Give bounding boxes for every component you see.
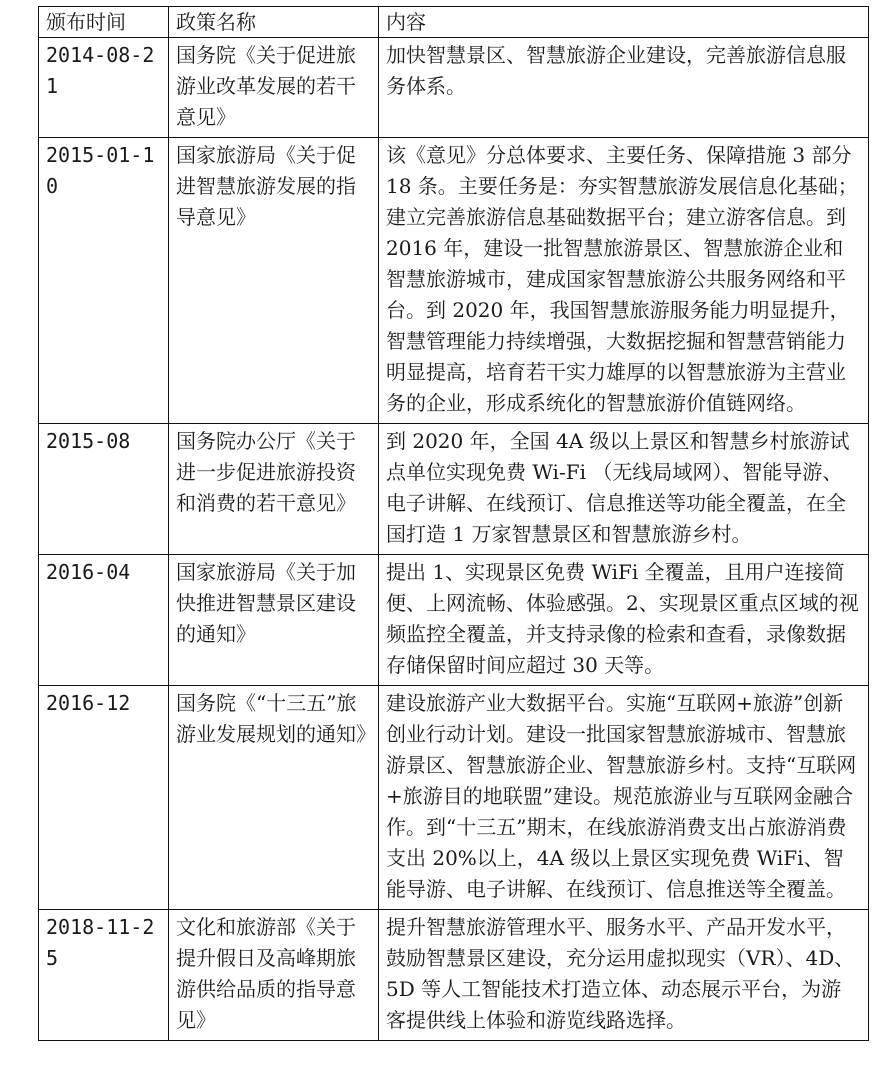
row-policy-name: 文化和旅游部《关于提升假日及高峰期旅游供给品质的指导意见》 xyxy=(169,910,379,1041)
table-header xyxy=(39,7,869,38)
table-row xyxy=(39,910,869,1041)
row-content: 提升智慧旅游管理水平、服务水平、产品开发水平，鼓励智慧景区建设，充分运用虚拟现实（VR）、4D、5D 等人工智能技术打造立体、动态展示平台，为游客提供线上体验和游览线路选择。 xyxy=(379,910,869,1041)
table-row xyxy=(39,138,869,424)
row-content: 提出 1、实现景区免费 WiFi 全覆盖，且用户连接简便、上网流畅、体验感强。2、实现景区重点区域的视频监控全覆盖，并支持录像的检索和查看，录像数据存储保留时间应超过 30 天等。 xyxy=(379,555,869,686)
table-body xyxy=(39,38,869,1041)
row-policy-name: 国家旅游局《关于加快推进智慧景区建设的通知》 xyxy=(169,555,379,686)
row-date: 2015-08 xyxy=(39,424,169,555)
header-issue-date: 颁布时间 xyxy=(39,7,169,38)
row-date: 2018-11-25 xyxy=(39,910,169,1041)
table-row xyxy=(39,38,869,138)
table-row xyxy=(39,555,869,686)
row-policy-name: 国务院《关于促进旅游业改革发展的若干意见》 xyxy=(169,38,379,138)
header-policy-name: 政策名称 xyxy=(169,7,379,38)
row-date: 2016-04 xyxy=(39,555,169,686)
table-row xyxy=(39,424,869,555)
row-content: 该《意见》分总体要求、主要任务、保障措施 3 部分 18 条。主要任务是：夯实智慧旅游发展信息化基础；建立完善旅游信息基础数据平台；建立游客信息。到 2016 年，建设一批智慧旅游景区、智慧旅游企业和智慧旅游城市，建成国家智慧旅游公共服务网络和平台。到 2020 年，我国智慧旅游服务能力明显提升，智慧管理能力持续增强，大数据挖掘和智慧营销能力明显提高，培育若干实力雄厚的以智慧旅游为主营业务的企业，形成系统化的智慧旅游价值链网络。 xyxy=(379,138,869,424)
table-row xyxy=(39,686,869,910)
row-date: 2014-08-21 xyxy=(39,38,169,138)
row-policy-name: 国务院《“十三五”旅游业发展规划的通知》 xyxy=(169,686,379,910)
row-policy-name: 国务院办公厅《关于进一步促进旅游投资和消费的若干意见》 xyxy=(169,424,379,555)
header-row xyxy=(39,7,869,38)
policy-table xyxy=(38,6,869,1041)
row-policy-name: 国家旅游局《关于促进智慧旅游发展的指导意见》 xyxy=(169,138,379,424)
row-date: 2015-01-10 xyxy=(39,138,169,424)
row-date: 2016-12 xyxy=(39,686,169,910)
row-content: 建设旅游产业大数据平台。实施“互联网+旅游”创新创业行动计划。建设一批国家智慧旅游城市、智慧旅游景区、智慧旅游企业、智慧旅游乡村。支持“互联网+旅游目的地联盟”建设。规范旅游业与互联网金融合作。到“十三五”期末，在线旅游消费支出占旅游消费支出 20%以上，4A 级以上景区实现免费 WiFi、智能导游、电子讲解、在线预订、信息推送等全覆盖。 xyxy=(379,686,869,910)
row-content: 加快智慧景区、智慧旅游企业建设，完善旅游信息服务体系。 xyxy=(379,38,869,138)
row-content: 到 2020 年，全国 4A 级以上景区和智慧乡村旅游试点单位实现免费 Wi-Fi （无线局域网）、智能导游、电子讲解、在线预订、信息推送等功能全覆盖，在全国打造 1 万家智慧景区和智慧旅游乡村。 xyxy=(379,424,869,555)
header-content: 内容 xyxy=(379,7,869,38)
